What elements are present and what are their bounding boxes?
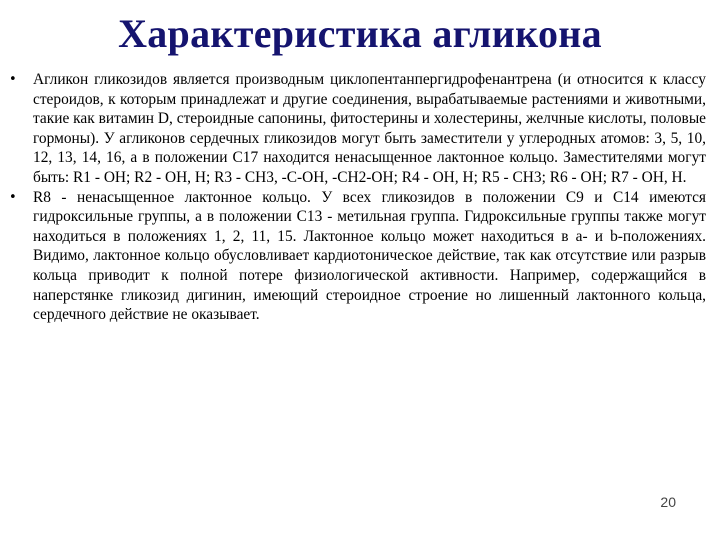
bullet-list <box>0 70 720 325</box>
bullet-item <box>0 188 720 325</box>
bullet-text: Агликон гликозидов является производным циклопентанпергидрофенантрена (и относится к классу стероидов, к которым принадлежат и другие соединения, вырабатываемые растениями и животными, такие как витамин D, стероидные сапонины, фитостерины и холестерины, желчные кислоты, половые гормоны). У агликонов сердечных гликозидов могут быть заместители у углеродных атомов: 3, 5, 10, 12, 13, 14, 16, а в положении С17 находится ненасыщенное лактонное кольцо. Заместителями могут быть: R1 - OH; R2 - OH, H; R3 - CH3, -C-OH, -CH2-OH; R4 - OH, H; R5 - CH3; R6 - OH; R7 - OH, H. <box>33 71 706 186</box>
page-number: 20 <box>660 494 676 510</box>
bullet-marker: • <box>9 189 17 205</box>
bullet-item <box>0 70 720 188</box>
bullet-text: R8 - ненасыщенное лактонное кольцо. У всех гликозидов в положении С9 и С14 имеются гидроксильные группы, а в положении С13 - метильная группа. Гидроксильные группы также могут находиться в положениях 1, 2, 11, 15. Лактонное кольцо может находиться в a- и b-положениях. Видимо, лактонное кольцо обусловливает кардиотоническое действие, так как отсутствие или разрыв кольца приводит к полной потере физиологической активности. Например, содержащийся в наперстянке гликозид дигинин, имеющий стероидное строение но лишенный лактонного кольца, сердечного действие не оказывает. <box>33 188 706 324</box>
slide-title: Характеристика агликона <box>118 11 602 56</box>
bullet-marker: • <box>9 72 17 87</box>
